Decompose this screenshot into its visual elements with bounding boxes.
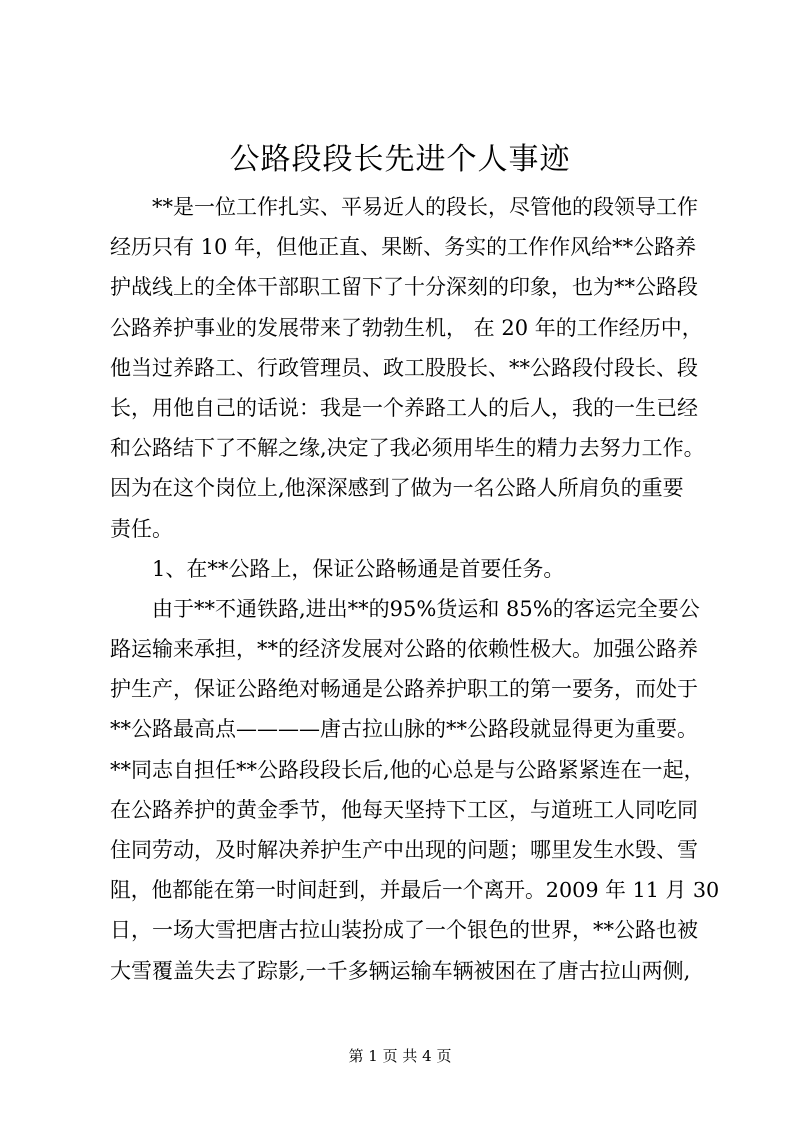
body-line: 经历只有 10 年，但他正直、果断、务实的工作作风给**公路养 (110, 235, 697, 260)
body-line: 责任。 (110, 516, 173, 541)
body-line: **是一位工作扎实、平易近人的段长，尽管他的段领导工作 (110, 195, 698, 219)
document-title: 公路段段长先进个人事迹 (229, 142, 571, 177)
body-line: 和公路结下了不解之缘,决定了我必须用毕生的精力去努力工作。 (110, 436, 705, 461)
body-line: 大雪覆盖失去了踪影,一千多辆运输车辆被困在了唐古拉山两侧, (110, 958, 691, 983)
body-line: 长，用他自己的话说：我是一个养路工人的后人，我的一生已经 (110, 395, 698, 420)
body-line: **公路最高点————唐古拉山脉的**公路段就显得更为重要。 (110, 717, 698, 742)
page-number-footer: 第 1 页 共 4 页 (348, 1047, 452, 1065)
body-line: 路运输来承担，**的经济发展对公路的依赖性极大。加强公路养 (110, 637, 698, 662)
body-line: 护战线上的全体干部职工留下了十分深刻的印象，也为**公路段 (110, 275, 698, 300)
body-line: 住同劳动，及时解决养护生产中出现的问题；哪里发生水毁、雪 (110, 838, 698, 862)
body-line: 护生产，保证公路绝对畅通是公路养护职工的第一要务，而处于 (110, 677, 698, 702)
body-line: 日，一场大雪把唐古拉山装扮成了一个银色的世界，**公路也被 (110, 918, 698, 943)
body-line: 他当过养路工、行政管理员、政工股股长、**公路段付段长、段 (110, 355, 698, 380)
body-line: 1、在**公路上，保证公路畅通是首要任务。 (110, 556, 565, 581)
body-line: 因为在这个岗位上,他深深感到了做为一名公路人所肩负的重要 (110, 476, 684, 501)
document-body (110, 187, 720, 991)
body-line: 公路养护事业的发展带来了勃勃生机， 在 20 年的工作经历中， (110, 315, 703, 340)
body-line: 在公路养护的黄金季节，他每天坚持下工区，与道班工人同吃同 (110, 797, 698, 822)
body-line: 由于**不通铁路,进出**的95%货运和 85%的客运完全要公 (110, 596, 700, 621)
body-line: 阻，他都能在第一时间赶到，并最后一个离开。2009 年 11 月 30 (110, 878, 720, 903)
body-line: **同志自担任**公路段段长后,他的心总是与公路紧紧连在一起， (110, 757, 705, 782)
